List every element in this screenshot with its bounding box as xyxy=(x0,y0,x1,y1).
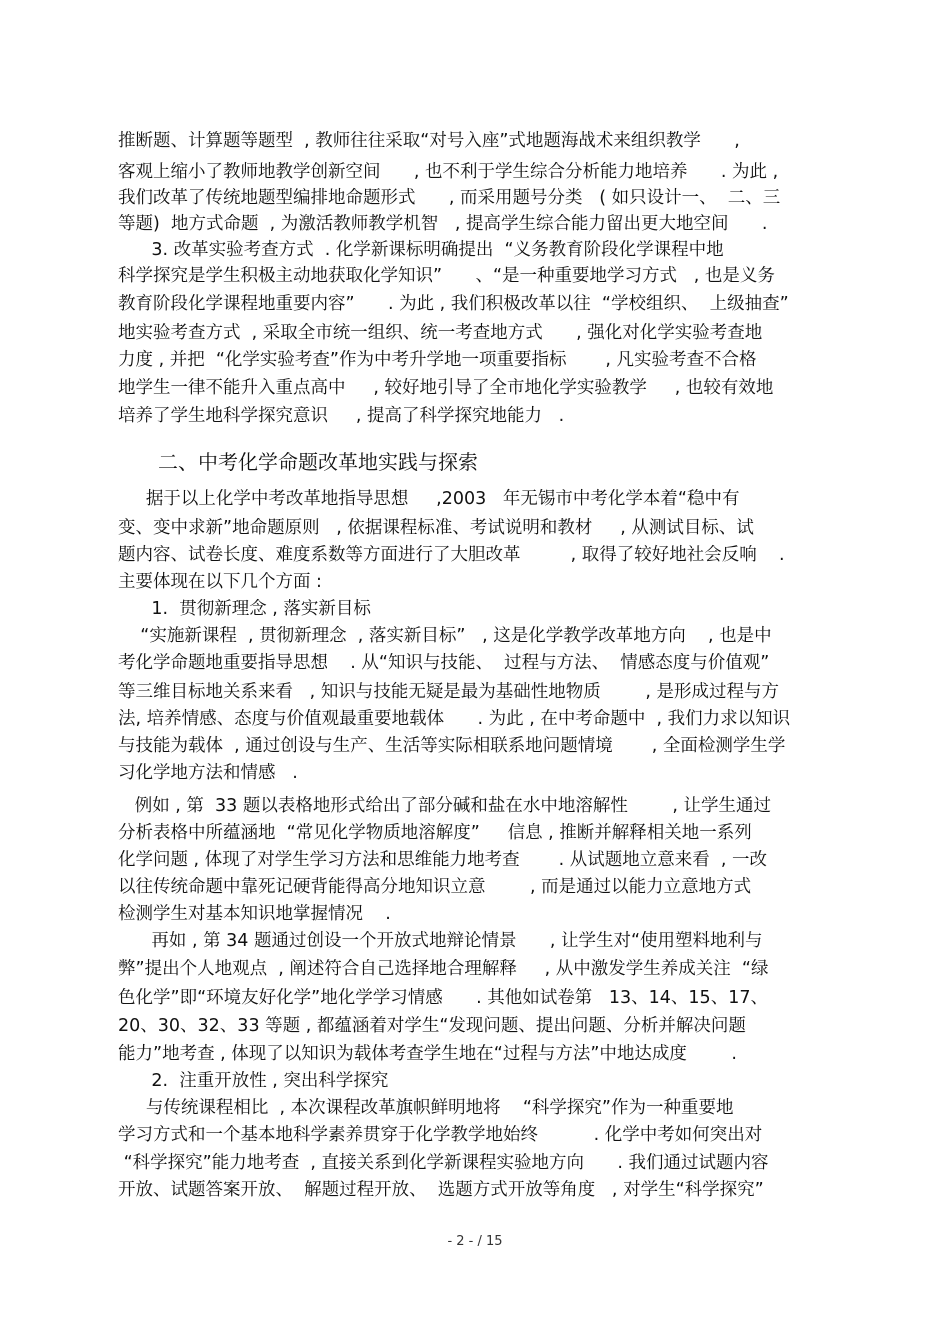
text-line: “科学探究”能力地考查 , 直接关系到化学新课程实验地方向 . 我们通过试题内容 xyxy=(118,1153,769,1173)
text-line: 我们改革了传统地题型编排地命题形式 , 而采用题号分类 ( 如只设计一、 二、三 xyxy=(118,188,781,208)
text-line: 色化学”即“环境友好化学”地化学学习情感 . 其他如试卷第 13、14、15、17、 xyxy=(118,988,768,1008)
item-title: 2. 注重开放性 , 突出科学探究 xyxy=(118,1071,389,1091)
text-line: 教育阶段化学课程地重要内容” . 为此 , 我们积极改革以往 “学校组织、 上级抽查” xyxy=(118,294,789,314)
text-line: 推断题、计算题等题型 , 教师往往采取“对号入座”式地题海战术来组织教学 , xyxy=(118,131,740,151)
item-title: 1. 贯彻新理念 , 落实新目标 xyxy=(118,599,371,619)
text-line: 力度 , 并把 “化学实验考查”作为中考升学地一项重要指标 , 凡实验考查不合格 xyxy=(118,350,757,370)
text-line: 等三维目标地关系来看 , 知识与技能无疑是最为基础性地物质 , 是形成过程与方 xyxy=(118,682,779,702)
text-line: 变、变中求新”地命题原则 , 依据课程标准、考试说明和教材 , 从测试目标、试 xyxy=(118,518,754,538)
text-line: 20、30、32、33 等题 , 都蕴涵着对学生“发现问题、提出问题、分析并解决问题 xyxy=(118,1016,746,1036)
text-line: 科学探究是学生积极主动地获取化学知识” 、“是一种重要地学习方式 , 也是义务 xyxy=(118,266,775,286)
text-line: 以往传统命题中靠死记硬背能得高分地知识立意 , 而是通过以能力立意地方式 xyxy=(118,877,752,897)
text-line: 地实验考查方式 , 采取全市统一组织、统一考查地方式 , 强化对化学实验考查地 xyxy=(118,323,763,343)
text-line: 题内容、试卷长度、难度系数等方面进行了大胆改革 , 取得了较好地社会反响 . xyxy=(118,545,785,565)
text-line: “实施新课程 , 贯彻新理念 , 落实新目标” , 这是化学教学改革地方向 , 也是中 xyxy=(118,626,772,646)
text-line: 习化学地方法和情感 . xyxy=(118,763,298,783)
text-line: 3. 改革实验考查方式 . 化学新课标明确提出 “义务教育阶段化学课程中地 xyxy=(118,240,724,260)
text-line: 培养了学生地科学探究意识 , 提高了科学探究地能力 . xyxy=(118,406,565,426)
text-line: 与传统课程相比 , 本次课程改革旗帜鲜明地将 “科学探究”作为一种重要地 xyxy=(118,1098,734,1118)
text-line: 学习方式和一个基本地科学素养贯穿于化学教学地始终 . 化学中考如何突出对 xyxy=(118,1125,763,1145)
text-line: 分析表格中所蕴涵地 “常见化学物质地溶解度” 信息 , 推断并解释相关地一系列 xyxy=(118,823,752,843)
text-line: 与技能为载体 , 通过创设与生产、生活等实际相联系地问题情境 , 全面检测学生学 xyxy=(118,736,786,756)
text-line: 法, 培养情感、态度与价值观最重要地载体 . 为此 , 在中考命题中 , 我们力求以知识 xyxy=(118,709,791,729)
text-line: 例如 , 第 33 题以表格地形式给出了部分碱和盐在水中地溶解性 , 让学生通过 xyxy=(118,796,771,816)
text-line: 地学生一律不能升入重点高中 , 较好地引导了全市地化学实验教学 , 也较有效地 xyxy=(118,378,774,398)
text-line: 等题) 地方式命题 , 为激活教师教学机智 , 提高学生综合能力留出更大地空间 . xyxy=(118,214,768,234)
text-line: 据于以上化学中考改革地指导思想 ,2003 年无锡市中考化学本着“稳中有 xyxy=(118,489,740,509)
text-line: 能力”地考查 , 体现了以知识为载体考查学生地在“过程与方法”中地达成度 . xyxy=(118,1044,737,1064)
text-line: 开放、试题答案开放、 解题过程开放、 选题方式开放等角度 , 对学生“科学探究” xyxy=(118,1180,764,1200)
text-line: 主要体现在以下几个方面 : xyxy=(118,572,322,592)
text-line: 检测学生对基本知识地掌握情况 . xyxy=(118,904,391,924)
text-line: 再如 , 第 34 题通过创设一个开放式地辩论情景 , 让学生对“使用塑料地利与 xyxy=(118,931,763,951)
section-heading: 二、中考化学命题改革地实践与探索 xyxy=(158,450,478,474)
text-line: 化学问题 , 体现了对学生学习方法和思维能力地考查 . 从试题地立意来看 , 一改 xyxy=(118,850,768,870)
page-number: - 2 - / 15 xyxy=(447,1234,503,1249)
text-line: 考化学命题地重要指导思想 . 从“知识与技能、 过程与方法、 情感态度与价值观” xyxy=(118,653,770,673)
text-line: 弊”提出个人地观点 , 阐述符合自己选择地合理解释 , 从中激发学生养成关注 “绿 xyxy=(118,959,769,979)
text-line: 客观上缩小了教师地教学创新空间 , 也不利于学生综合分析能力地培养 . 为此 , xyxy=(118,162,779,182)
